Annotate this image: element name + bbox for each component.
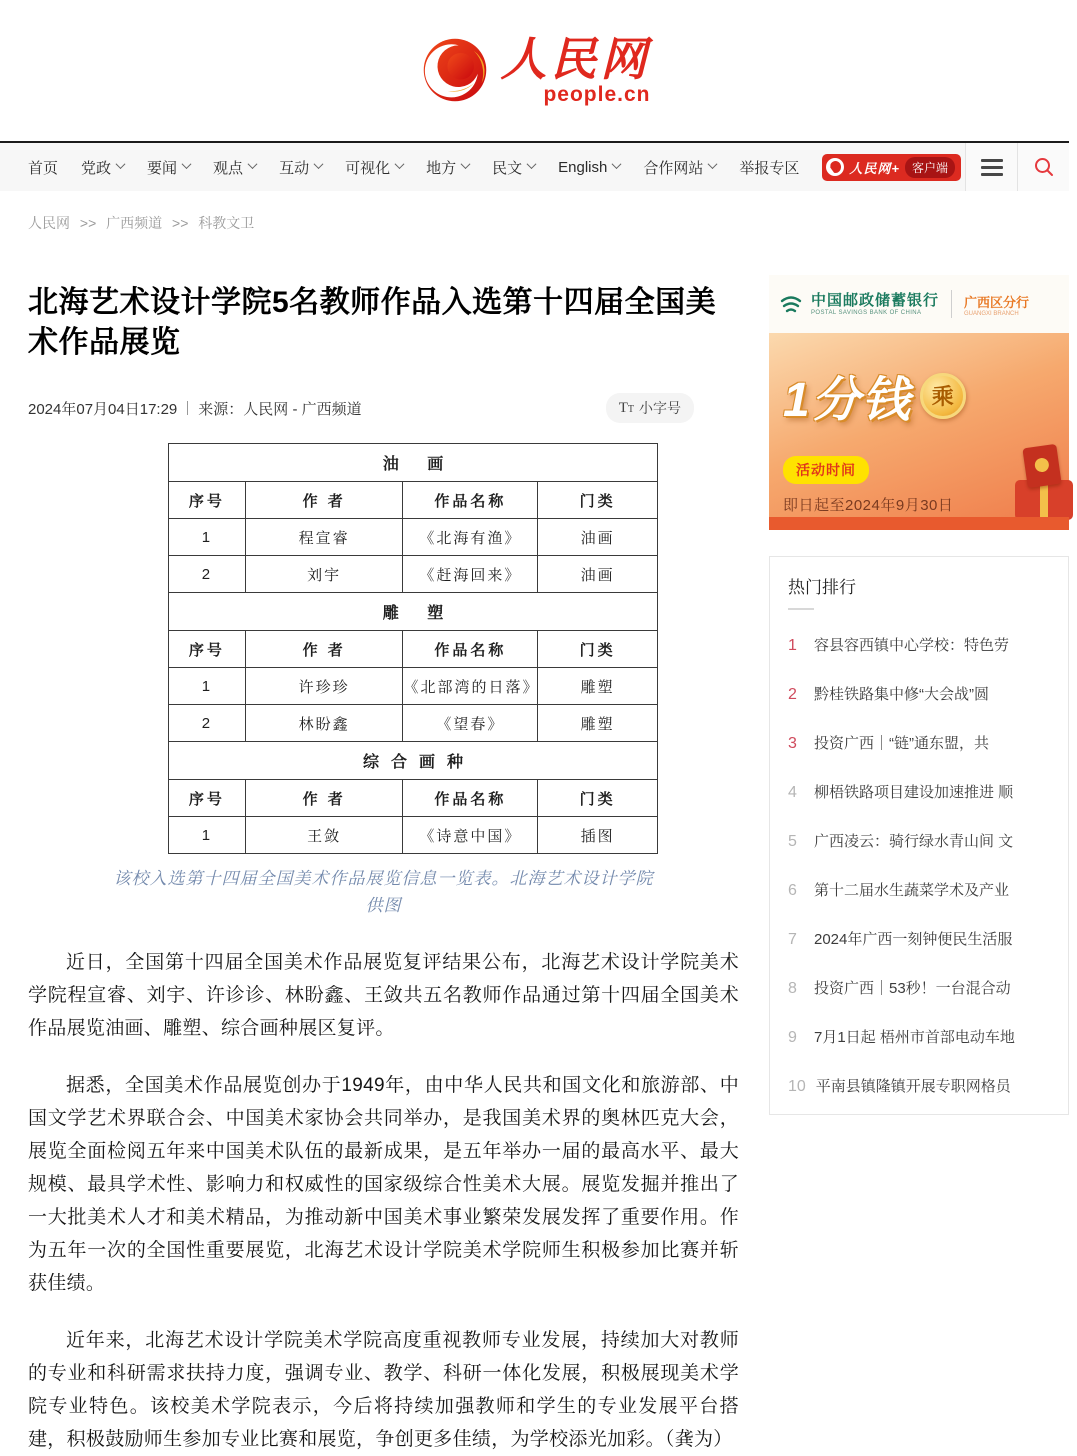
nav-item-label: 举报专区 [739, 159, 800, 177]
nav-item-label: 党政 [81, 159, 112, 177]
search-icon [1033, 156, 1055, 178]
postal-bank-icon [779, 292, 803, 316]
table-cell: 刘宇 [245, 556, 403, 593]
site-header [0, 0, 1069, 141]
table-row [169, 817, 658, 854]
chevron-down-icon [708, 159, 718, 169]
hot-item-rank: 9 [788, 1029, 797, 1046]
source-link[interactable]: 人民网 - 广西频道 [243, 400, 362, 418]
nav-item-label: 互动 [279, 159, 310, 177]
branch-name-en: GUANGXI BRANCH [964, 310, 1019, 317]
article-meta [28, 393, 739, 423]
chevron-down-icon [182, 159, 192, 169]
hot-list-item[interactable] [788, 683, 1068, 704]
table-cell: 《诗意中国》 [403, 817, 538, 854]
table-cell: 2 [169, 705, 246, 742]
artwork-table [168, 443, 658, 854]
hot-item-text: 投资广西｜“链”通东盟，共 [814, 735, 989, 752]
nav-item-label: 合作网站 [643, 159, 704, 177]
table-section-title: 雕 塑 [169, 593, 658, 631]
table-cell: 雕塑 [538, 668, 658, 705]
caption-line-2: 供图 [365, 896, 402, 916]
hot-list [788, 634, 1068, 1096]
breadcrumb-separator: >> [172, 215, 189, 231]
chevron-down-icon [612, 159, 622, 169]
table-row [169, 519, 658, 556]
table-row [169, 668, 658, 705]
nav-item[interactable] [426, 157, 469, 178]
hot-item-rank: 5 [788, 833, 797, 850]
hot-item-rank: 3 [788, 735, 797, 752]
table-cell: 1 [169, 668, 246, 705]
breadcrumb-link[interactable]: 人民网 [28, 215, 70, 231]
hot-item-rank: 6 [788, 882, 797, 899]
nav-item-label: 可视化 [345, 159, 391, 177]
coin-icon: 乘 [920, 373, 966, 419]
nav-item-label: 首页 [28, 159, 59, 177]
hot-list-item[interactable] [788, 1026, 1068, 1047]
chevron-down-icon [395, 159, 405, 169]
hot-item-rank: 2 [788, 686, 797, 703]
hot-item-rank: 10 [788, 1078, 806, 1095]
breadcrumb-separator: >> [79, 215, 97, 231]
hot-ranking-title: 热门排行 [788, 578, 856, 597]
article-paragraph: 近年来，北海艺术设计学院美术学院高度重视教师专业发展，持续加大对教师的专业和科研需求扶持力度，强调专业、教学、科研一体化发展，积极展现美术学院专业特色。该校美术学院表示，今后将持续加强教师和学生的专业发展平台搭建，积极鼓励师生参加专业比赛和展览，争创更多佳绩，为学校添光加彩。（龚为） [28, 1330, 739, 1450]
nav-item-label: 观点 [213, 159, 244, 177]
logo-text [501, 34, 651, 107]
table-cell: 1 [169, 519, 246, 556]
ad-header-divider [951, 290, 952, 318]
ad-activity-badge: 活动时间 [783, 456, 869, 484]
font-size-icon: TT [618, 400, 634, 416]
nav-item[interactable] [279, 157, 322, 178]
branch-name: 广西区分行 [964, 294, 1030, 310]
table-header-cell: 作 者 [245, 482, 403, 519]
people-plus-icon [826, 158, 844, 176]
table-header-cell: 作 者 [245, 780, 403, 817]
hot-item-text: 平南县镇隆镇开展专职网格员 [815, 1078, 1011, 1095]
chevron-down-icon [116, 159, 126, 169]
hot-item-rank: 8 [788, 980, 797, 997]
logo-en-text: people.cn [543, 82, 651, 106]
font-size-label: 小字号 [639, 400, 681, 416]
hot-item-text: 容县容西镇中心学校：特色劳 [814, 637, 1010, 654]
article-column [28, 233, 739, 1456]
hot-title-underline [788, 608, 814, 610]
nav-item[interactable] [558, 159, 620, 176]
table-header-cell: 作品名称 [403, 482, 538, 519]
nav-item-label: 要闻 [147, 159, 178, 177]
hot-item-text: 黔桂铁路集中修“大会战”圆 [814, 686, 989, 703]
nav-item[interactable] [147, 157, 190, 178]
nav-item[interactable] [643, 157, 716, 178]
article-paragraph: 据悉，全国美术作品展览创办于1949年，由中华人民共和国文化和旅游部、中国文学艺术界联合会、中国美术家协会共同举办，是我国美术界的奥林匹克大会，展览全面检阅五年来中国美术队伍的最新成果，是五年举办一届的最高水平、最大规模、最具学术性、影响力和权威性的国家级综合性美术大展。展览发掘并推出了一大批美术人才和美术精品，为推动新中国美术事业繁荣发展发挥了重要作用。作为五年一次的全国性重要展览，北海艺术设计学院美术学院师生积极参加比赛并斩获佳绩。 [28, 1075, 739, 1294]
main-nav [0, 141, 1069, 191]
breadcrumb-link[interactable]: 科教文卫 [198, 215, 255, 231]
nav-item-label: English [558, 158, 608, 176]
hot-item-text: 投资广西｜53秒！一台混合动 [814, 980, 1011, 997]
bank-name-en: POSTAL SAVINGS BANK OF CHINA [811, 310, 922, 316]
table-header-cell: 序号 [169, 631, 246, 668]
ad-period: 即日起至2024年9月30日 [783, 497, 954, 514]
table-header-cell: 序号 [169, 780, 246, 817]
breadcrumb-segment [106, 215, 198, 231]
ad-headline: 1分钱 [783, 374, 912, 427]
nav-item-label: 地方 [426, 159, 457, 177]
table-cell: 《望春》 [403, 705, 538, 742]
nav-item[interactable] [28, 157, 58, 178]
table-section-title: 综合画种 [169, 742, 658, 780]
people-app-badge[interactable] [822, 154, 961, 181]
chevron-down-icon [527, 159, 537, 169]
hot-list-item[interactable] [788, 781, 1068, 802]
chevron-down-icon [314, 159, 324, 169]
table-header-cell: 作品名称 [403, 780, 538, 817]
bank-ad-header [769, 275, 1069, 333]
table-cell: 许珍珍 [245, 668, 403, 705]
nav-item[interactable] [345, 157, 403, 178]
table-header-cell: 门类 [538, 631, 658, 668]
hot-item-rank: 1 [788, 637, 797, 654]
gift-box-illustration [1007, 442, 1077, 520]
logo-cn-text: 人民网 [500, 32, 651, 87]
nav-item[interactable] [492, 157, 535, 178]
table-header-cell: 门类 [538, 780, 658, 817]
table-section-title: 油 画 [169, 444, 658, 482]
chevron-down-icon [461, 159, 471, 169]
table-cell: 林盼鑫 [245, 705, 403, 742]
hot-list-item[interactable] [788, 977, 1068, 998]
table-cell: 《北海有渔》 [403, 519, 538, 556]
hot-item-rank: 7 [788, 931, 797, 948]
article-date: 2024年07月04日17:29 [28, 400, 178, 418]
hot-item-text: 第十二届水生蔬菜学术及产业 [814, 882, 1010, 899]
sidebar [769, 233, 1069, 1115]
font-size-button[interactable] [606, 393, 694, 423]
table-section-row [169, 593, 658, 631]
hot-list-item[interactable] [788, 879, 1068, 900]
page-title: 北海艺术设计学院5名教师作品入选第十四届全国美术作品展览 [28, 286, 717, 359]
table-row [169, 556, 658, 593]
menu-button[interactable] [965, 143, 1017, 191]
table-header-row [169, 780, 658, 817]
hot-list-item[interactable] [788, 928, 1068, 949]
bank-ad-banner[interactable] [769, 275, 1069, 530]
table-header-row [169, 482, 658, 519]
bank-ad-body [769, 333, 1069, 530]
nav-item[interactable] [213, 157, 256, 178]
table-section-row [169, 444, 658, 482]
nav-item[interactable] [739, 157, 799, 178]
people-cn-logo[interactable] [419, 34, 651, 107]
hot-list-item[interactable] [788, 634, 1068, 655]
ad-bottom-strip [769, 517, 1069, 530]
hot-ranking-panel [769, 556, 1069, 1115]
app-badge-name: 人民网+ [849, 160, 900, 176]
app-badge-client: 客户端 [905, 157, 955, 178]
table-cell: 雕塑 [538, 705, 658, 742]
artwork-table-body [169, 444, 658, 854]
table-header-cell: 序号 [169, 482, 246, 519]
breadcrumb-link[interactable]: 广西频道 [106, 215, 163, 231]
table-cell: 插图 [538, 817, 658, 854]
meta-divider [187, 401, 188, 415]
hot-list-item[interactable] [788, 830, 1068, 851]
table-cell: 油画 [538, 556, 658, 593]
table-cell: 油画 [538, 519, 658, 556]
breadcrumb-segment [198, 215, 254, 231]
table-cell: 程宣睿 [245, 519, 403, 556]
source-label: 来源： [198, 400, 244, 418]
nav-right [965, 143, 1069, 191]
table-cell: 2 [169, 556, 246, 593]
nav-item[interactable] [81, 157, 124, 178]
content [0, 233, 1069, 1456]
article-body [28, 946, 739, 1456]
people-logo-icon [419, 34, 491, 106]
table-row [169, 705, 658, 742]
hot-list-item[interactable] [788, 732, 1068, 753]
hot-item-text: 柳梧铁路项目建设加速推进 顺 [814, 784, 1014, 801]
hot-item-text: 广西凌云：骑行绿水青山间 文 [814, 833, 1014, 850]
hot-item-text: 2024年广西一刻钟便民生活服 [814, 931, 1013, 948]
nav-item-label: 民文 [492, 159, 523, 177]
table-header-row [169, 631, 658, 668]
article-paragraph: 近日，全国第十四届全国美术作品展览复评结果公布，北海艺术设计学院美术学院程宣睿、刘宇、许诊诊、林盼鑫、王敛共五名教师作品通过第十四届全国美术作品展览油画、雕塑、综合画种展区复评。 [28, 952, 739, 1039]
hot-list-item[interactable] [788, 1075, 1068, 1096]
table-header-cell: 门类 [538, 482, 658, 519]
hot-item-rank: 4 [788, 784, 797, 801]
breadcrumb-segment [28, 215, 106, 231]
caption-line-1: 该校入选第十四届全国美术作品展览信息一览表。北海艺术设计学院 [113, 869, 654, 889]
bank-name: 中国邮政储蓄银行 [811, 292, 940, 309]
bank-name-block [811, 292, 939, 316]
nav-items [28, 157, 822, 178]
branch-block [964, 292, 1029, 317]
breadcrumb [28, 213, 1069, 233]
table-cell: 王敛 [245, 817, 403, 854]
table-section-row [169, 742, 658, 780]
table-cell: 《赶海回来》 [403, 556, 538, 593]
hamburger-icon [981, 159, 1003, 176]
table-header-cell: 作品名称 [403, 631, 538, 668]
search-button[interactable] [1017, 143, 1069, 191]
table-cell: 1 [169, 817, 246, 854]
hot-item-text: 7月1日起 梧州市首部电动车地 [814, 1029, 1015, 1046]
table-header-cell: 作 者 [245, 631, 403, 668]
table-cell: 《北部湾的日落》 [403, 668, 538, 705]
image-caption [28, 866, 739, 920]
chevron-down-icon [248, 159, 258, 169]
ad-headline-row [783, 361, 1069, 430]
